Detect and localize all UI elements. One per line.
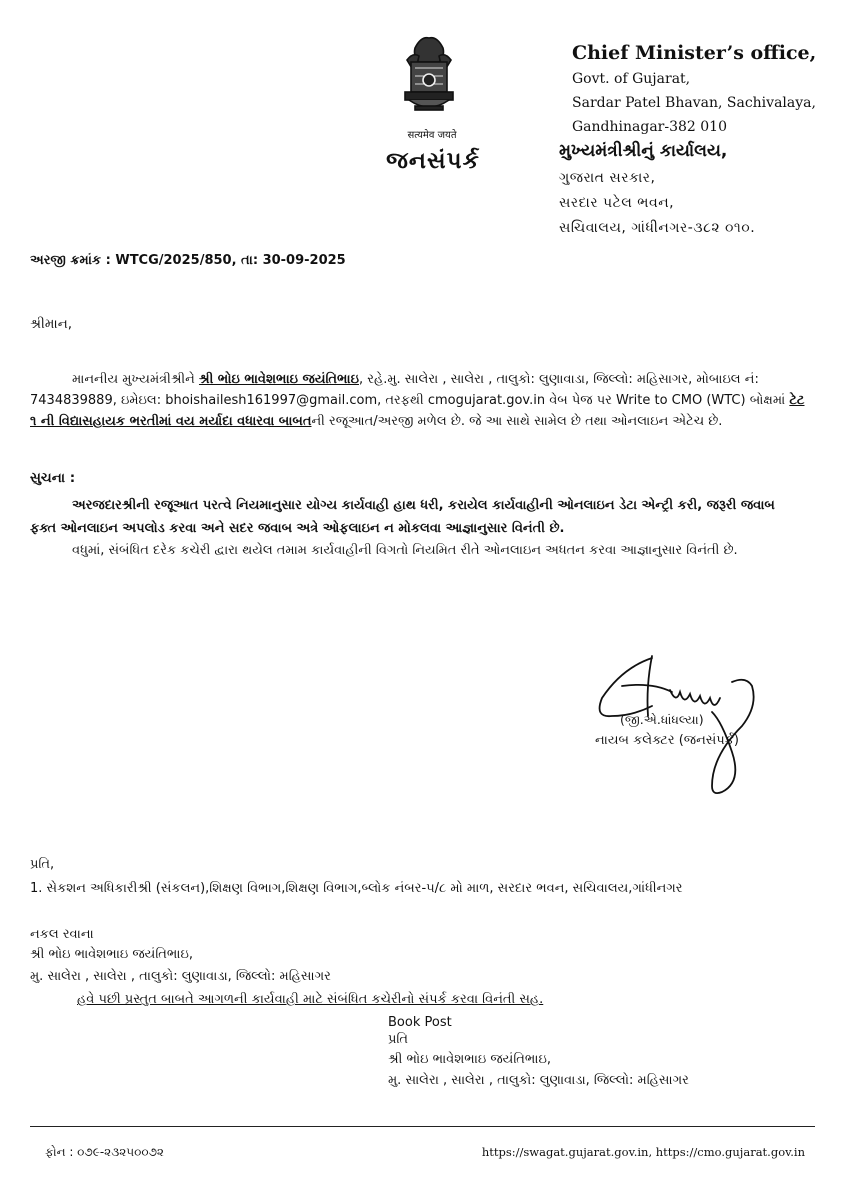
book-post-address: મુ. સાલેરા , સાલેરા , તાલુકો: લુણાવાડા, જિલ્લો: મહિસાગર <box>388 1073 689 1088</box>
body-text: ની રજૂઆત/અરજી મળેલ છે. જે આ સાથે સામેલ છે તથા ઓનલાઇન એટેચ છે. <box>311 414 723 429</box>
recipients-label: પ્રતિ, <box>30 857 55 872</box>
department-title: જનસંપર્ક <box>386 148 480 174</box>
body-text: માનનીય મુખ્યમંત્રીશ્રીને <box>72 372 199 387</box>
body-text: , રહે.મુ. સાલેરા , સાલેરા , તાલુકો: લુણાવાડા, જિલ્લો: મહિસાગર, મોબાઇલ નં: 7434839889, ઇમેઇલ: bhoishailesh161997@gmail.com, તરફથી cmogujarat.gov.in વેબ પેજ પર Write to CMO (WTC) બોક્ષમાં <box>30 372 790 408</box>
footer-phone: ફોન : ૦૭૯-૨૩૨૫૦૦૭૨ <box>45 1145 164 1159</box>
book-post-label: Book Post <box>388 1015 452 1030</box>
national-emblem-icon <box>393 30 465 128</box>
body-paragraph <box>30 369 805 432</box>
applicant-name: શ્રી ભોઇ ભાવેશભાઇ જયંતિભાઇ <box>198 372 359 387</box>
emblem-motto: सत्यमेव जयते <box>407 130 457 141</box>
office-title-gu: મુખ્યમંત્રીશ્રીનું કાર્યાલય, <box>559 141 728 161</box>
footer-divider <box>30 1126 815 1127</box>
footer-links[interactable]: https://swagat.gujarat.gov.in, https://cmo.gujarat.gov.in <box>481 1145 805 1159</box>
note-heading: સુચના : <box>30 470 76 486</box>
copy-to-name: શ્રી ભોઇ ભાવેશભાઇ જયંતિભાઇ, <box>30 947 193 962</box>
salutation: શ્રીમાન, <box>30 316 73 332</box>
note-instruction: અરજદારશ્રીની રજૂઆત પરત્વે નિયમાનુસાર યોગ્ય કાર્યવાહી હાથ ધરી, કરાયેલ કાર્યવાહીની ઓનલાઇન ડેટા એન્ટ્રી કરી, જરૂરી જવાબ ફક્ત ઓનલાઇન અપલોડ કરવા અને સદર જવાબ અત્રે ઓફલાઇન ન મોકલવા આજ્ઞાનુસાર વિનંતી છે. <box>30 498 775 536</box>
copy-to-address: મુ. સાલેરા , સાલેરા , તાલુકો: લુણાવાડા, જિલ્લો: મહિસાગર <box>30 969 331 984</box>
application-subject: ટેટ ૧ ની વિદ્યાસહાયક ભરતીમાં વય મર્યાદા વધારવા બાબત <box>30 393 805 429</box>
office-address-line-gu: સરદાર પટેલ ભવન, <box>559 195 675 211</box>
note-additional: વધુમાં, સંબંધિત દરેક કચેરી દ્વારા થયેલ તમામ કાર્યવાહીની વિગતો નિયમિત રીતે ઓનલાઇન અધતન કરવા આજ્ઞાનુસાર વિનંતી છે. <box>72 543 738 558</box>
office-address-line-gu: સચિવાલય, ગાંધીનગર-૩૮૨ ૦૧૦. <box>559 220 756 236</box>
application-reference: અરજી ક્રમાંક : WTCG/2025/850, તા: 30-09-2025 <box>30 253 346 268</box>
book-post-name: શ્રી ભોઇ ભાવેશભાઇ જયંતિભાઇ, <box>388 1052 551 1067</box>
office-address-line: Govt. of Gujarat, <box>572 71 691 87</box>
office-address-line-gu: ગુજરાત સરકાર, <box>559 170 656 186</box>
signatory-name: (જી.એ.ધાંધલ્યા) <box>620 712 704 727</box>
office-address-line: Gandhinagar-382 010 <box>572 119 727 135</box>
book-post-prati: પ્રતિ <box>388 1032 408 1047</box>
copy-to-instruction: હવે પછી પ્રસ્તુત બાબતે આગળની કાર્યવાહી માટે સંબંધિત કચેરીનો સંપર્ક કરવા વિનંતી સહ. <box>77 992 544 1007</box>
office-address-line: Sardar Patel Bhavan, Sachivalaya, <box>572 95 816 111</box>
recipient-line: 1. સેકશન અધિકારીશ્રી (સંકલન),શિક્ષણ વિભાગ,શિક્ષણ વિભાગ,બ્લોક નંબર-૫/૮ મો માળ, સરદાર ભવન, સચિવાલય,ગાંધીનગર <box>30 881 683 896</box>
office-title-en: Chief Minister’s office, <box>572 42 817 64</box>
signatory-designation: નાયબ કલેક્ટર (જનસંપર્ક) <box>595 733 739 748</box>
copy-to-label: નકલ રવાના <box>30 927 94 942</box>
